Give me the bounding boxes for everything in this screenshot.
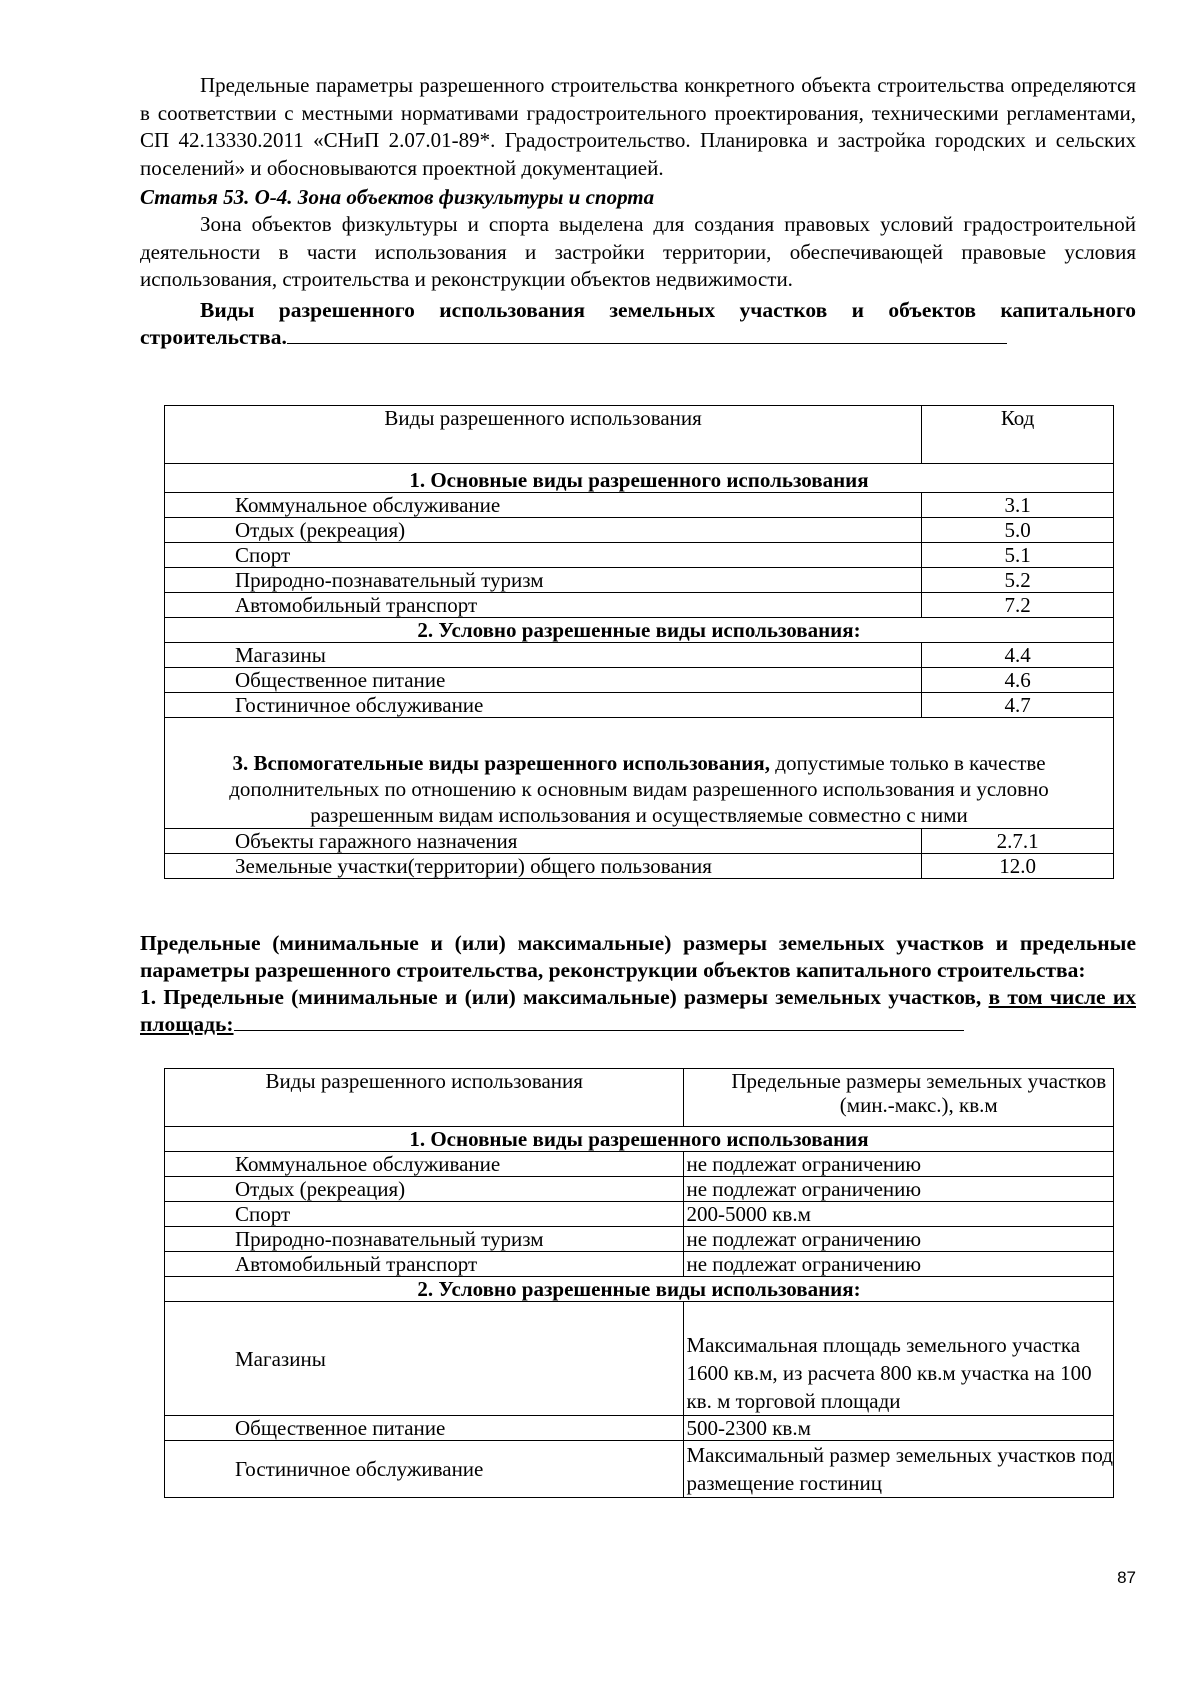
use-name: Природно-познавательный туризм — [165, 568, 922, 593]
use-name: Магазины — [165, 643, 922, 668]
use-name: Гостиничное обслуживание — [165, 1441, 684, 1498]
use-name: Отдых (рекреация) — [165, 1177, 684, 1202]
use-name: Автомобильный транспорт — [165, 1252, 684, 1277]
table-row — [165, 493, 1114, 518]
auxiliary-title: 3. Вспомогательные виды разрешенного использования, — [232, 751, 771, 775]
limits-heading: Предельные (минимальные и (или) максимальные) размеры земельных участков и предельные параметры разрешенного строительства, реконструкции объектов капитального строительства: — [140, 931, 1136, 982]
types-heading-text: Виды разрешенного использования земельных участков и объектов капитального строительства. — [140, 297, 1136, 349]
use-code: 2.7.1 — [922, 829, 1114, 854]
use-limit: не подлежат ограничению — [684, 1152, 1114, 1177]
intro-paragraph: Предельные параметры разрешенного строительства конкретного объекта строительства определяются в соответствии с местными нормативами градостроительного проектирования, техническими регламентами, СП 42.13330.2011 «СНиП 2.07.01-89*. Градостроительство. Планировка и застройка городских и сельских поселений» и обосновываются проектной документацией. — [140, 73, 1136, 180]
use-name: Природно-познавательный туризм — [165, 1227, 684, 1252]
use-code: 4.4 — [922, 643, 1114, 668]
use-code: 12.0 — [922, 854, 1114, 879]
use-limit: Максимальный размер земельных участков под размещение гостиниц — [684, 1441, 1114, 1498]
table-row — [165, 593, 1114, 618]
table-row — [165, 643, 1114, 668]
types-heading — [140, 297, 1136, 351]
use-code: 7.2 — [922, 593, 1114, 618]
use-name: Спорт — [165, 1202, 684, 1227]
table-row — [165, 854, 1114, 879]
table-row — [165, 693, 1114, 718]
use-code: 3.1 — [922, 493, 1114, 518]
table-row — [165, 518, 1114, 543]
use-name: Спорт — [165, 543, 922, 568]
use-name: Автомобильный транспорт — [165, 593, 922, 618]
underline-rule — [234, 1012, 964, 1031]
table-row — [165, 1152, 1114, 1177]
group-heading-auxiliary — [165, 718, 1114, 829]
table-row — [165, 668, 1114, 693]
col-header-code: Код — [922, 406, 1114, 464]
use-limit: не подлежат ограничению — [684, 1227, 1114, 1252]
group-heading: 2. Условно разрешенные виды использования: — [165, 1277, 1114, 1302]
col-header-name: Виды разрешенного использования — [165, 406, 922, 464]
use-name: Магазины — [165, 1302, 684, 1416]
limits-section — [140, 930, 1136, 1038]
use-code: 5.1 — [922, 543, 1114, 568]
col-header-limit: Предельные размеры земельных участков (мин.-макс.), кв.м — [684, 1069, 1114, 1127]
table-row — [165, 1252, 1114, 1277]
use-limit: Максимальная площадь земельного участка 1600 кв.м, из расчета 800 кв.м участка на 100 кв. м торговой площади — [684, 1302, 1114, 1416]
col-header-name: Виды разрешенного использования — [165, 1069, 684, 1127]
use-limit: 500-2300 кв.м — [684, 1416, 1114, 1441]
group-heading: 2. Условно разрешенные виды использования: — [165, 618, 1114, 643]
plot-size-limits-table — [164, 1068, 1114, 1498]
article-title: Статья 53. О-4. Зона объектов физкультуры и спорта — [140, 185, 655, 209]
use-name: Объекты гаражного назначения — [165, 829, 922, 854]
limits-subheading-underlined: в том числе их площадь: — [140, 985, 1136, 1036]
underline-rule — [287, 325, 1007, 344]
table-row — [165, 829, 1114, 854]
limits-subheading-start: 1. Предельные (минимальные и (или) максимальные) размеры земельных участков, — [140, 985, 989, 1009]
table-row — [165, 1177, 1114, 1202]
use-name: Коммунальное обслуживание — [165, 493, 922, 518]
use-limit: не подлежат ограничению — [684, 1177, 1114, 1202]
table-row — [165, 543, 1114, 568]
use-name: Общественное питание — [165, 1416, 684, 1441]
use-name: Гостиничное обслуживание — [165, 693, 922, 718]
use-name: Общественное питание — [165, 668, 922, 693]
table-row — [165, 1227, 1114, 1252]
use-limit: не подлежат ограничению — [684, 1252, 1114, 1277]
table-row — [165, 1202, 1114, 1227]
use-code: 5.2 — [922, 568, 1114, 593]
document-page — [140, 72, 1136, 351]
use-limit: 200-5000 кв.м — [684, 1202, 1114, 1227]
zone-paragraph: Зона объектов физкультуры и спорта выделена для создания правовых условий градостроительной деятельности в части использования и застройки территории, обеспечивающей правовые условия использования, строительства и реконструкции объектов недвижимости. — [140, 212, 1136, 291]
group-heading: 1. Основные виды разрешенного использования — [165, 464, 1114, 493]
use-code: 4.7 — [922, 693, 1114, 718]
use-code: 4.6 — [922, 668, 1114, 693]
permitted-uses-table — [164, 405, 1114, 879]
limits-subheading — [140, 984, 1136, 1038]
use-name: Отдых (рекреация) — [165, 518, 922, 543]
use-code: 5.0 — [922, 518, 1114, 543]
use-name: Коммунальное обслуживание — [165, 1152, 684, 1177]
table-row — [165, 1302, 1114, 1416]
table-row — [165, 1416, 1114, 1441]
page-number: 87 — [1117, 1568, 1136, 1587]
use-name: Земельные участки(территории) общего пользования — [165, 854, 922, 879]
auxiliary-description: допустимые только в качестве дополнительных по отношению к основным видам разрешенного использования и условно разрешенным видам использования и осуществляемые совместно с ними — [229, 751, 1049, 827]
table-row — [165, 568, 1114, 593]
table-row — [165, 1441, 1114, 1498]
group-heading: 1. Основные виды разрешенного использования — [165, 1127, 1114, 1152]
